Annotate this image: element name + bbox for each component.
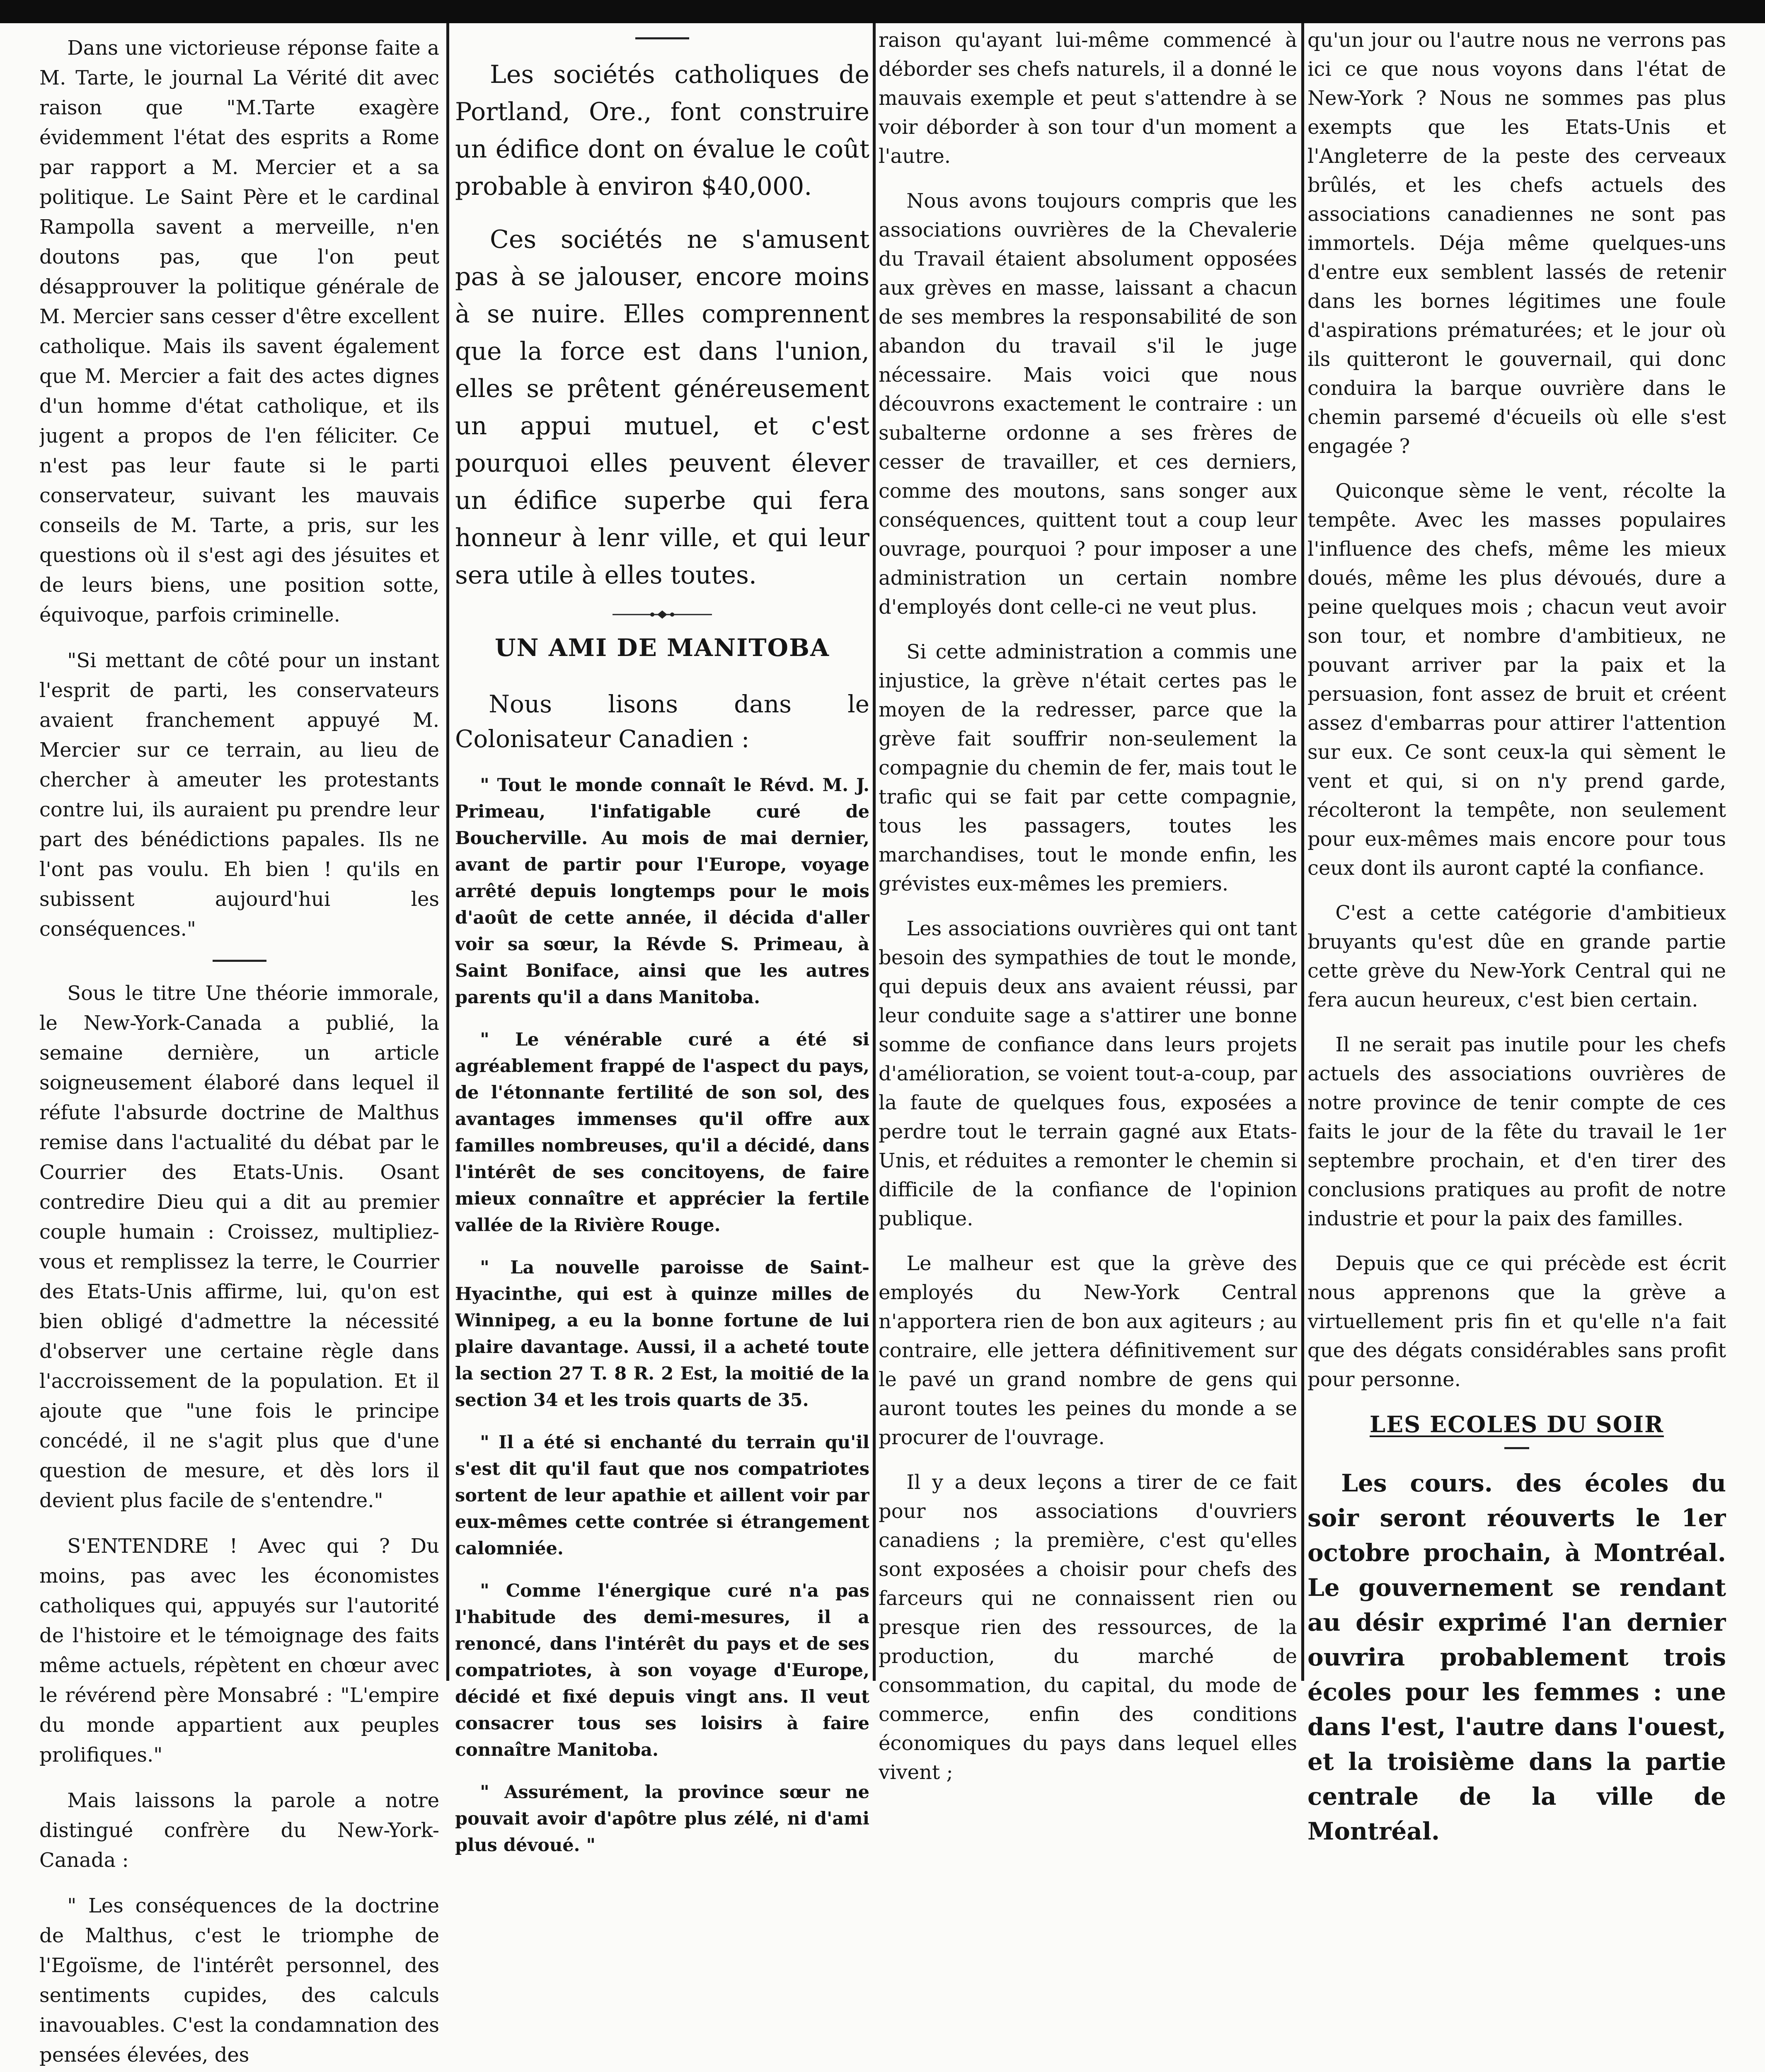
article-paragraph: Le malheur est que la grève des employés du New-York Central n'apportera rien de bon aux agiteurs ; au contraire, elle jettera définitivement sur le pavé un grand nombre de gens qui auront toutes les peines du monde a se procurer de l'ouvrage. — [879, 1252, 1297, 1449]
article-quote: " Tout le monde connaît le Révd. M. J. Primeau, l'infatigable curé de Boucherville. Au mois de mai dernier, avant de partir pour l'Europe, voyage arrêté depuis longtemps pour le mois d'août de cette année, il décida d'aller voir sa sœur, la Révde S. Primeau, à Saint Boniface, ainsi que les autres parents qu'il a dans Manitoba. — [455, 775, 869, 1008]
section-divider — [635, 37, 689, 39]
article-intro: Nous lisons dans le Colonisateur Canadien : — [455, 690, 869, 753]
article-quote: " Il a été si enchanté du terrain qu'il s'est dit qu'il faut que nos compatriotes sortent de leur apathie et aillent voir par eux-mêmes cette contrée si étrangement calomniée. — [455, 1432, 869, 1559]
article-paragraph: Sous le titre Une théorie immorale, le New-York-Canada a publié, la semaine dernière, un article soigneusement élaboré dans lequel il réfute l'absurde doctrine de Malthus remise dans l'actualité du débat par le Courrier des Etats-Unis. Osant contredire Dieu qui a dit au premier couple humain : Croissez, multipliez-vous et remplissez la terre, le Courrier des Etats-Unis affirme, lui, qu'on est bien obligé d'admettre la nécessité d'observer une certaine règle dans l'accroissement de la population. Et il ajoute que "une fois le principe concédé, il ne s'agit plus que d'une question de mesure, et dès lors il devient plus facile de s'entendre." — [39, 982, 439, 1512]
article-paragraph: "Si mettant de côté pour un instant l'esprit de parti, les conservateurs avaient franchement appuyé M. Mercier sur ce terrain, au lieu de chercher à ameuter les protestants contre lui, ils auraient pu prendre leur part des bénédictions papales. Ils ne l'ont pas voulu. Eh bien ! qu'ils en subissent aujourd'hui les conséquences." — [39, 649, 439, 941]
column-1 — [39, 33, 439, 2072]
article-quote: " Le vénérable curé a été si agréablement frappé de l'aspect du pays, de l'étonnante fertilité de son sol, des avantages immenses qu'il offre aux familles nombreuses, qu'il a décidé, dans l'intérêt de ses concitoyens, de faire mieux connaître et apprécier la fertile vallée de la Rivière Rouge. — [455, 1029, 869, 1236]
article-paragraph: " Les conséquences de la doctrine de Malthus, c'est le triomphe de l'Egoïsme, de l'intérêt personnel, des sentiments cupides, des calculs inavouables. C'est la condamnation des pensées élevées, des — [39, 1894, 439, 2067]
ornament-divider — [455, 610, 869, 621]
article-paragraph: qu'un jour ou l'autre nous ne verrons pas ici ce que nous voyons dans l'état de New-York ? Nous ne sommes pas plus exempts que les Etats-Unis et l'Angleterre de la peste des cerveaux brûlés, et les chefs actuels des associations canadiennes ne sont pas immortels. Déja même quelques-uns d'entre eux semblent lassés de retenir dans les bornes légitimes une foule d'aspirations prématurées; et le jour où ils quitteront le gouvernail, qui donc conduira la barque ouvrière dans le chemin parsemé d'écueils où elle s'est engagée ? — [1307, 29, 1726, 458]
column-3 — [879, 26, 1297, 1803]
column-rule — [446, 23, 449, 1681]
top-border — [0, 0, 1765, 23]
article-paragraph: Les associations ouvrières qui ont tant besoin des sympathies de tout le monde, qui depuis deux ans avaient réussi, par leur conduite sage a s'attirer une bonne somme de confiance dans leurs projets d'amélioration, se voient tout-a-coup, par la faute de quelques fous, exposées a perdre tout le terrain gagné aux Etats-Unis, et réduites a remonter le chemin si difficile de la confiance de l'opinion publique. — [879, 917, 1297, 1230]
article-paragraph: Depuis que ce qui précède est écrit nous apprenons que la grève a virtuellement pris fin et qu'elle n'a fait que des dégats considérables sans profit pour personne. — [1307, 1252, 1726, 1391]
article-paragraph: S'ENTENDRE ! Avec qui ? Du moins, pas avec les économistes catholiques qui, appuyés sur l'autorité de l'histoire et le témoignage des faits même actuels, répètent en chœur avec le révérend père Monsabré : "L'empire du monde appartient aux peuples prolifiques." — [39, 1535, 439, 1767]
article-heading: UN AMI DE MANITOBA — [494, 634, 830, 662]
article-quote: " Comme l'énergique curé n'a pas l'habitude des demi-mesures, il a renoncé, dans l'intérêt du pays et de ses compatriotes, à son voyage d'Europe, décidé et fixé depuis vingt ans. Il veut consacrer tous ses loisirs à faire connaître Manitoba. — [455, 1581, 869, 1760]
article-paragraph: raison qu'ayant lui-même commencé à déborder ses chefs naturels, il a donné le mauvais exemple et peut s'attendre à se voir déborder à son tour d'un moment a l'autre. — [879, 29, 1297, 168]
article-paragraph: Les sociétés catholiques de Portland, Ore., font construire un édifice dont on évalue le coût probable à environ $40,000. — [455, 60, 869, 201]
article-paragraph: Les cours. des écoles du soir seront réouverts le 1er octobre prochain, à Montréal. Le gouvernement se rendant au désir exprimé l'an dernier ouvrira probablement trois écoles pour les femmes : une dans l'est, l'autre dans l'ouest, et la troisième dans la partie centrale de la ville de Montréal. — [1307, 1469, 1726, 1845]
article-quote: " Assurément, la province sœur ne pouvait avoir d'apôtre plus zélé, ni d'ami plus dévoué. " — [455, 1782, 869, 1856]
column-4 — [1307, 26, 1726, 1864]
article-paragraph: Il y a deux leçons a tirer de ce fait pour nos associations d'ouvriers canadiens ; la première, c'est qu'elles sont exposées a choisir pour chefs des farceurs qui ne connaissent rien ou presque rien des ressources, de la production, du marché de consommation, du capital, du mode de commerce, enfin des conditions économiques du pays dans lequel elles vivent ; — [879, 1471, 1297, 1784]
section-divider — [1504, 1447, 1529, 1449]
article-paragraph: Ces sociétés ne s'amusent pas à se jalouser, encore moins à se nuire. Elles comprennent que la force est dans l'union, elles se prêtent généreusement un appui mutuel, et c'est pourquoi elles peuvent élever un édifice superbe qui fera honneur à lenr ville, et qui leur sera utile à elles toutes. — [455, 225, 869, 590]
section-divider — [213, 960, 266, 962]
article-paragraph: Nous avons toujours compris que les associations ouvrières de la Chevalerie du Travail étaient absolument opposées aux grèves en masse, laissant a chacun de ses membres la responsabilité de son abandon du travail s'il le juge nécessaire. Mais voici que nous découvrons exactement le contraire : un subalterne ordonne a ses frères de cesser de travailler, et ces derniers, comme des moutons, sans songer aux conséquences, quittent tout a coup leur ouvrage, pourquoi ? pour imposer a une administration un certain nombre d'employés dont celle-ci ne veut plus. — [879, 189, 1297, 619]
article-paragraph: Si cette administration a commis une injustice, la grève n'était certes pas le moyen de la redresser, parce que la grève fait souffrir non-seulement la compagnie du chemin de fer, mais tout le trafic qui se fait par cette compagnie, tous les passagers, toutes les marchandises, tout le monde enfin, les grévistes eux-mêmes les premiers. — [879, 640, 1297, 896]
article-quote: " La nouvelle paroisse de Saint-Hyacinthe, qui est à quinze milles de Winnipeg, a eu la bonne fortune de lui plaire davantage. Aussi, il a acheté toute la section 27 T. 8 R. 2 Est, la moitié de la section 34 et les trois quarts de 35. — [455, 1257, 869, 1411]
article-paragraph: Mais laissons la parole a notre distingué confrère du New-York-Canada : — [39, 1789, 439, 1872]
column-2 — [455, 33, 869, 1874]
article-paragraph: C'est a cette catégorie d'ambitieux bruyants qu'est dûe en grande partie cette grève du New-York Central qui ne fera aucun heureux, c'est bien certain. — [1307, 901, 1726, 1012]
article-paragraph: Quiconque sème le vent, récolte la tempête. Avec les masses populaires l'influence des chefs, même les mieux doués, même les plus dévoués, dure a peine quelques mois ; chacun veut avoir son tour, et nombre d'ambitieux, ne pouvant arriver par la paix et la persuasion, font assez de bruit et créent assez d'embarras pour attirer l'attention sur eux. Ce sont ceux-la qui sèment le vent et qui, si on n'y prend garde, récolteront la tempête, non seulement pour eux-mêmes mais encore pour tous ceux dont ils auront capté la confiance. — [1307, 479, 1726, 880]
column-rule — [873, 23, 876, 1681]
article-paragraph: Dans une victorieuse réponse faite a M. Tarte, le journal La Vérité dit avec raison que "M.Tarte exagère évidemment l'état des esprits a Rome par rapport a M. Mercier et a sa politique. Le Saint Père et le cardinal Rampolla savent a merveille, n'en doutons pas, que l'on peut désapprouver la politique générale de M. Mercier sans cesser d'être excellent catholique. Mais ils savent également que M. Mercier a fait des actes dignes d'un homme d'état catholique, et ils jugent a propos de l'en féliciter. Ce n'est pas leur faute si le parti conservateur, suivant les mauvais conseils de M. Tarte, a pris, sur les questions où il s'est agi des jésuites et de leurs biens, une position sotte, équivoque, parfois criminelle. — [39, 36, 439, 627]
column-rule — [1301, 23, 1304, 1681]
article-paragraph: Il ne serait pas inutile pour les chefs actuels des associations ouvrières de notre province de tenir compte de ces faits le jour de la fête du travail le 1er septembre prochain, et d'en tirer des conclusions pratiques au profit de notre industrie et pour la paix des familles. — [1307, 1033, 1726, 1230]
article-heading: LES ECOLES DU SOIR — [1370, 1411, 1664, 1438]
